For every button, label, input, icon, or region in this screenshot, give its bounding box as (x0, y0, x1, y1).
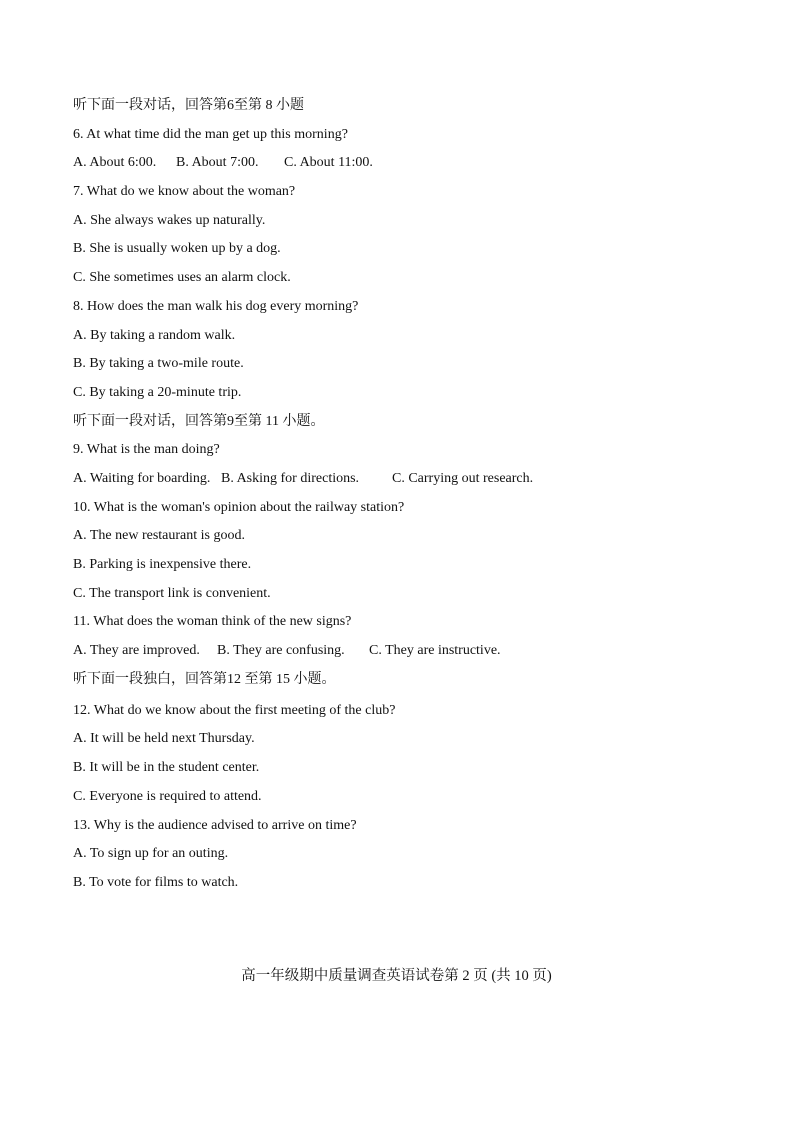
option-c: C. Everyone is required to attend. (73, 788, 262, 804)
option-a: A. She always wakes up naturally. (73, 212, 266, 228)
option-a: A. By taking a random walk. (73, 327, 236, 343)
question-7: 7. What do we know about the woman? (73, 184, 296, 200)
question-11: 11. What does the woman think of the new signs? (73, 614, 352, 630)
option-b: B. About 7:00. (176, 155, 259, 171)
section-heading: 听下面一段对话，回答第6至第 8 小题 (73, 98, 304, 113)
question-8: 8. How does the man walk his dog every morning? (73, 298, 359, 314)
section-heading: 听下面一段对话，回答第9至第 11 小题。 (73, 413, 325, 429)
question-9: 9. What is the man doing? (73, 442, 220, 458)
question-10: 10. What is the woman's opinion about the railway station? (73, 499, 405, 515)
section-heading: 听下面一段独白，回答第12 至第 15 小题。 (73, 671, 336, 687)
option-c: C. By taking a 20-minute trip. (73, 384, 242, 400)
option-a: A. To sign up for an outing. (73, 846, 229, 862)
question-6-options (73, 153, 733, 182)
question-13: 13. Why is the audience advised to arrive on time? (73, 817, 357, 833)
option-c: C. The transport link is convenient. (73, 585, 271, 601)
option-b: B. Parking is inexpensive there. (73, 557, 252, 572)
question-9-options (73, 469, 733, 498)
page-content (73, 96, 733, 902)
option-b: B. It will be in the student center. (73, 760, 260, 776)
question-6: 6. At what time did the man get up this morning? (73, 126, 348, 142)
option-a: A. It will be held next Thursday. (73, 731, 255, 747)
option-a: A. About 6:00. (73, 155, 157, 171)
option-a: A. They are improved. (73, 643, 200, 659)
option-b: B. To vote for films to watch. (73, 874, 239, 890)
option-c: C. Carrying out research. (392, 470, 534, 486)
option-c: C. About 11:00. (284, 155, 373, 171)
option-a: A. The new restaurant is good. (73, 528, 245, 544)
question-12: 12. What do we know about the first meeting of the club? (73, 702, 396, 718)
question-11-options (73, 641, 733, 670)
option-c: C. She sometimes uses an alarm clock. (73, 270, 291, 286)
option-b: B. By taking a two-mile route. (73, 356, 244, 372)
option-a: A. Waiting for boarding. (73, 470, 211, 486)
option-c: C. They are instructive. (369, 643, 501, 659)
option-b: B. They are confusing. (217, 643, 345, 659)
option-b: B. She is usually woken up by a dog. (73, 241, 281, 257)
option-b: B. Asking for directions. (221, 470, 360, 486)
page-footer: 高一年级期中质量调查英语试卷第 2 页 (共 10 页) (241, 968, 552, 984)
